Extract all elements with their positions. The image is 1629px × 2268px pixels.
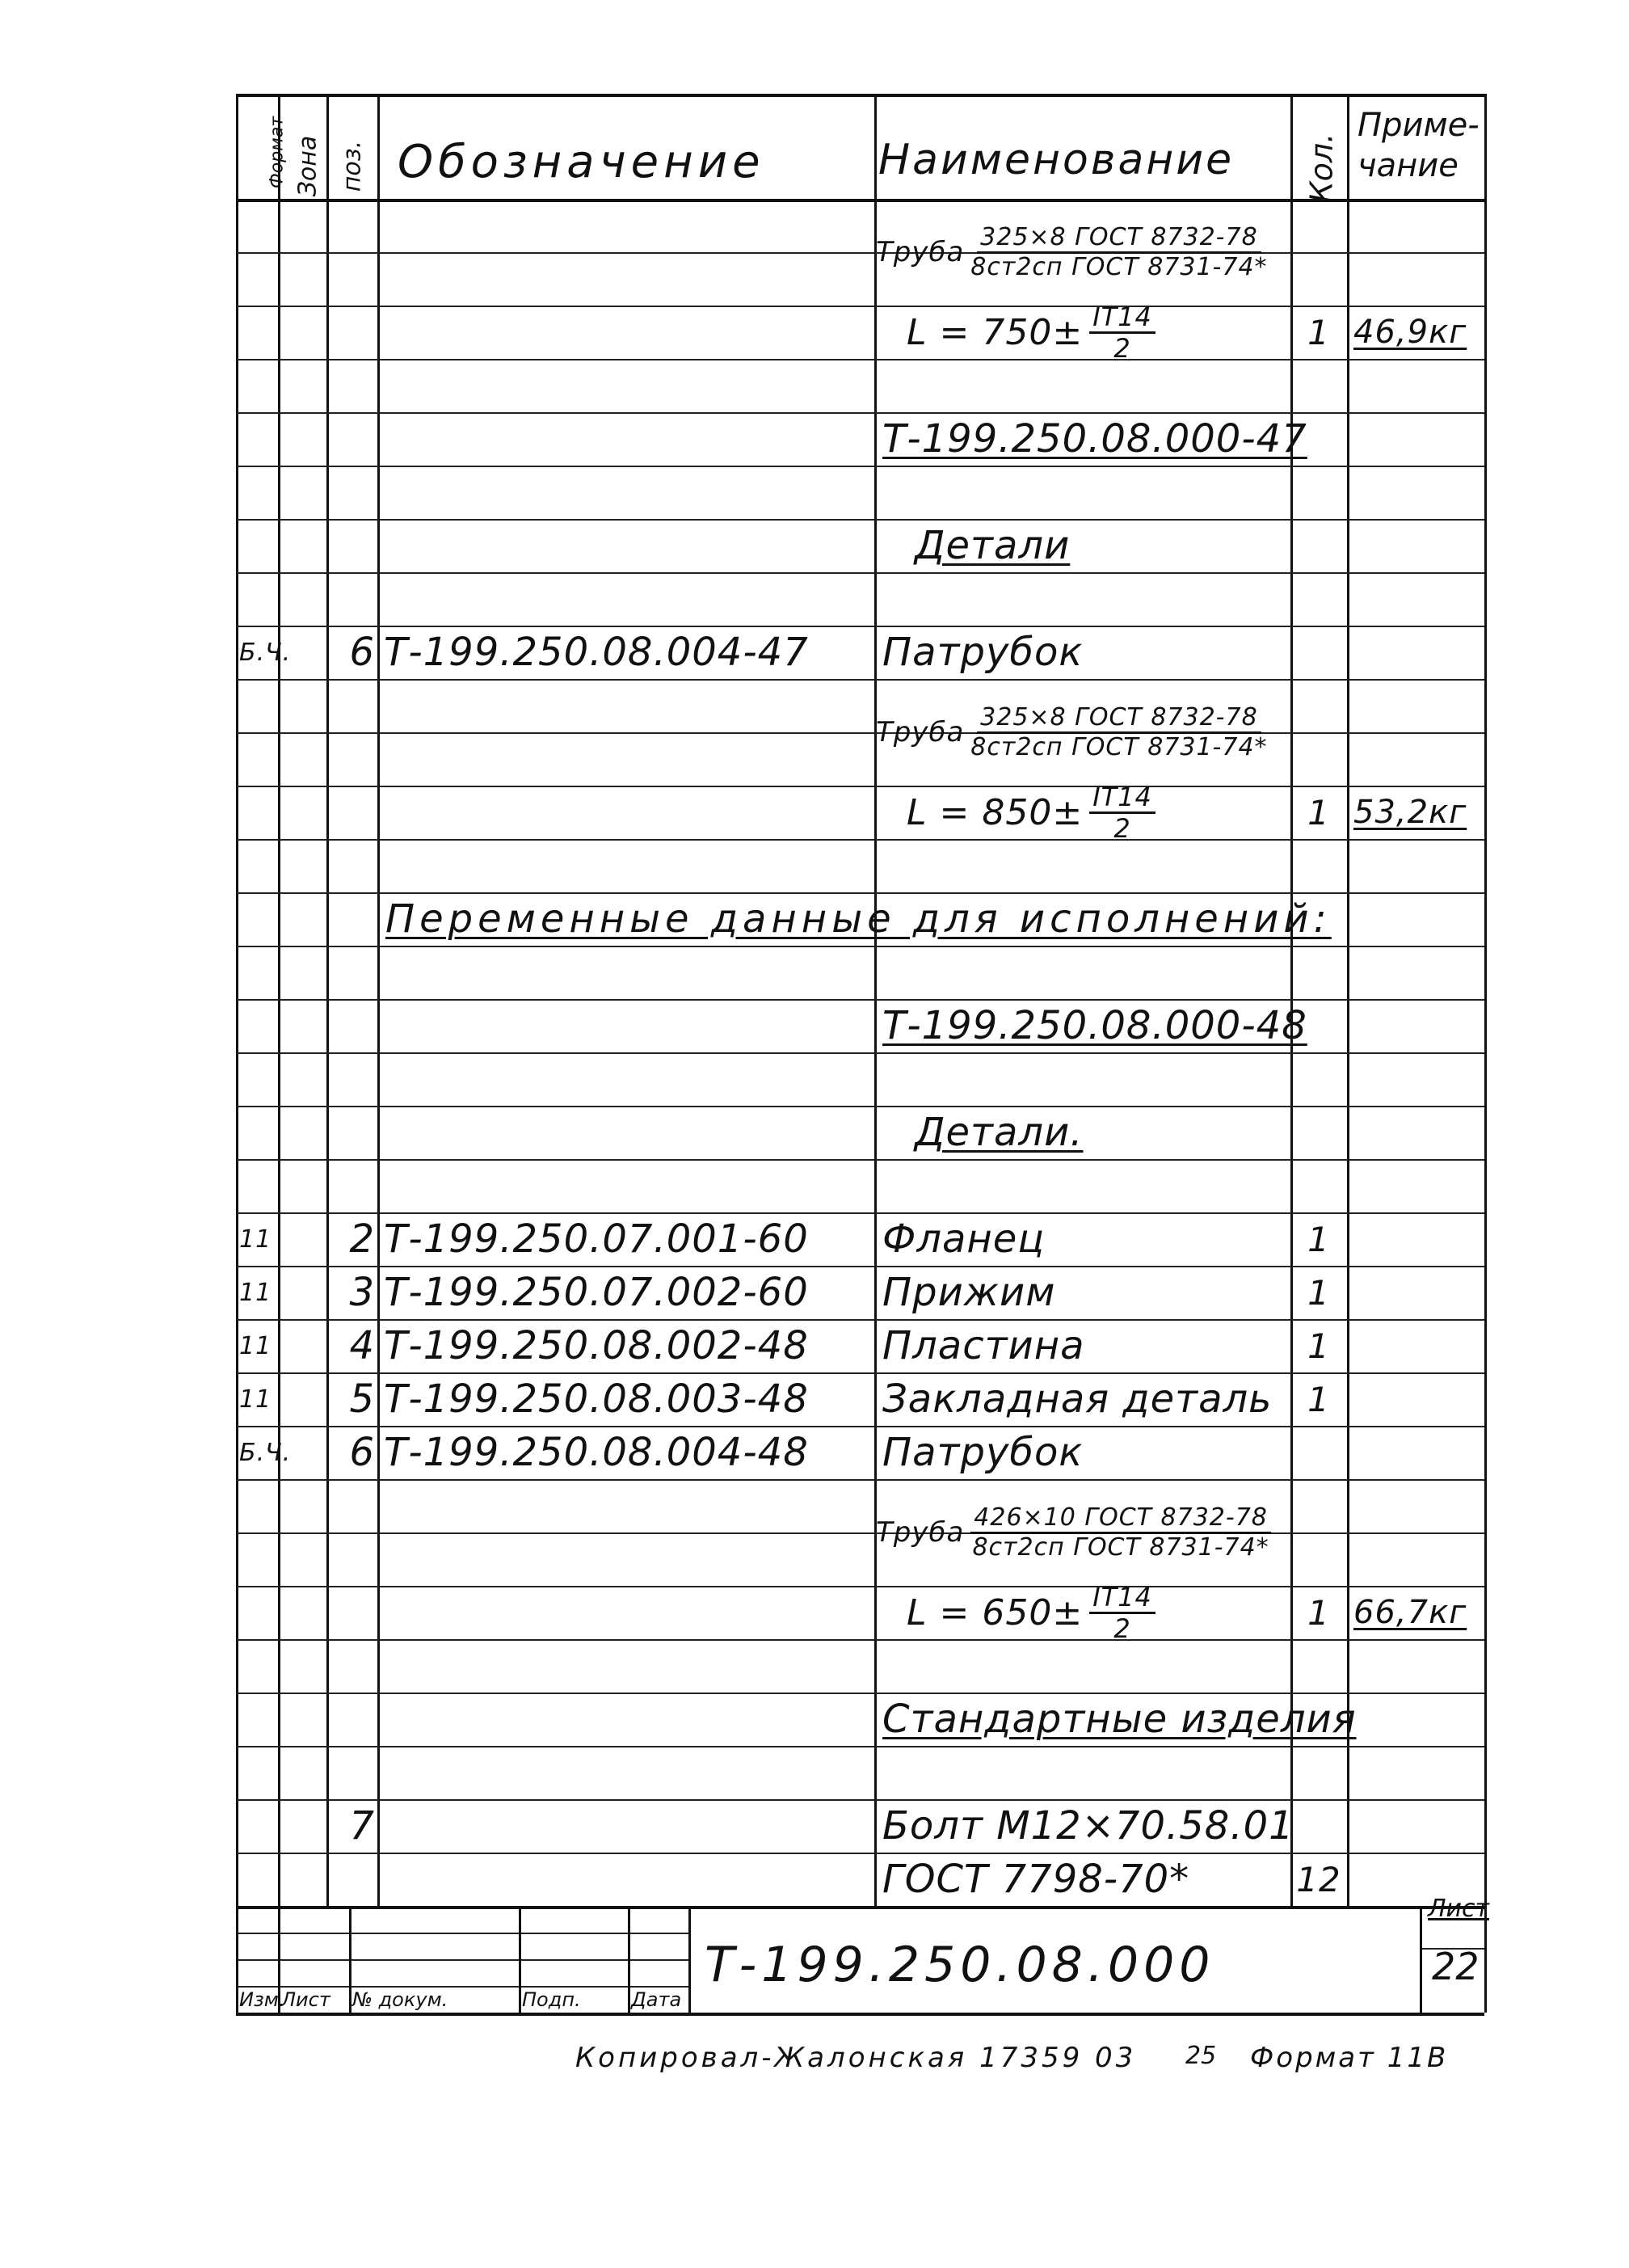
length-value: L = 650±	[907, 1591, 1084, 1634]
format-cell: Б.Ч.	[239, 1438, 292, 1467]
footer-page: 25	[1185, 2042, 1217, 2070]
note-cell: 53,2кг	[1353, 794, 1467, 831]
pos-cell: 6	[349, 630, 375, 675]
name-cell: Закладная деталь	[882, 1376, 1273, 1422]
row-line	[236, 359, 1484, 360]
header-zone: Зона	[293, 135, 322, 197]
sheet-number: 22	[1432, 1945, 1480, 1988]
title-block-label: № докум.	[352, 1988, 448, 2011]
pipe-material: 8ст2сп ГОСТ 8731-74*	[970, 732, 1268, 761]
tb-column-line	[519, 1906, 521, 2013]
row-line	[236, 1052, 1484, 1054]
pos-cell: 5	[349, 1376, 375, 1422]
header-bottom-line	[236, 199, 1484, 202]
doc-number: Т-199.250.08.000	[705, 1937, 1215, 1993]
tb-line	[236, 1986, 688, 1988]
name-cell: Пластина	[882, 1323, 1085, 1368]
designation-cell: Т-199.250.08.002-48	[384, 1323, 809, 1368]
name-cell: Патрубок	[882, 1430, 1084, 1475]
row-line	[236, 1746, 1484, 1747]
header-note: Приме- чание	[1358, 107, 1480, 184]
row-line	[236, 572, 1484, 574]
title-block-label: Дата	[631, 1988, 682, 2011]
specification-sheet	[236, 94, 1490, 2074]
row-line	[236, 1693, 1484, 1694]
pipe-material: 8ст2сп ГОСТ 8731-74*	[970, 252, 1268, 281]
pipe-spec	[876, 199, 1288, 306]
header-designation: Обозначение	[398, 136, 765, 188]
row-line	[236, 1532, 1484, 1534]
pipe-fraction	[970, 1503, 1271, 1562]
tolerance-divisor: 2	[1113, 1612, 1131, 1644]
row-line	[236, 679, 1484, 681]
length-spec	[907, 301, 1286, 364]
row-line	[236, 1479, 1484, 1481]
qty-cell: 1	[1307, 1272, 1330, 1313]
name-cell: ГОСТ 7798-70*	[882, 1857, 1190, 1902]
pipe-material: 8ст2сп ГОСТ 8731-74*	[972, 1532, 1269, 1562]
tb-column-line	[628, 1906, 630, 2013]
name-cell: Прижим	[882, 1270, 1056, 1315]
name-cell: Детали.	[915, 1110, 1084, 1155]
pipe-spec	[876, 1479, 1288, 1586]
pos-cell: 3	[349, 1270, 375, 1315]
pos-cell: 2	[349, 1216, 375, 1262]
pipe-size: 325×8 ГОСТ 8732-78	[977, 706, 1261, 734]
pipe-label: Труба	[876, 716, 965, 748]
row-line	[236, 1639, 1484, 1641]
note-cell: 46,9кг	[1353, 314, 1467, 351]
qty-cell: 1	[1307, 1326, 1330, 1366]
row-line	[236, 839, 1484, 841]
pipe-label: Труба	[876, 1516, 965, 1549]
length-spec	[907, 1581, 1286, 1644]
pipe-size: 426×10 ГОСТ 8732-78	[970, 1506, 1271, 1534]
row-line	[236, 1799, 1484, 1801]
pipe-fraction	[970, 222, 1268, 281]
tb-column-line	[236, 1906, 238, 2013]
qty-cell: 1	[1307, 1592, 1330, 1633]
tb-column-line	[1420, 1906, 1422, 2013]
pipe-fraction	[970, 702, 1268, 761]
tolerance-divisor: 2	[1113, 812, 1131, 844]
variant-heading: Переменные данные для исполнений:	[385, 896, 1332, 942]
format-cell: 11	[239, 1278, 272, 1307]
format-cell: 11	[239, 1331, 272, 1360]
tb-line	[236, 1959, 688, 1961]
note-cell: 66,7кг	[1353, 1594, 1467, 1631]
tb-column-line	[688, 1906, 691, 2013]
designation-cell: Т-199.250.07.002-60	[384, 1270, 809, 1315]
pos-cell: 6	[349, 1430, 375, 1475]
header-format: Формат	[267, 116, 288, 189]
qty-cell: 12	[1296, 1859, 1341, 1899]
header-name: Наименование	[878, 136, 1235, 184]
length-value: L = 850±	[907, 791, 1084, 833]
tolerance-fraction	[1089, 781, 1155, 844]
designation-cell: Т-199.250.07.001-60	[384, 1216, 809, 1262]
qty-cell: 1	[1307, 1379, 1330, 1419]
designation-cell: Т-199.250.08.004-47	[384, 630, 809, 675]
format-cell: Б.Ч.	[239, 638, 292, 667]
name-cell: Детали	[915, 523, 1071, 568]
qty-cell: 1	[1307, 1219, 1330, 1259]
tb-line	[236, 1933, 688, 1934]
row-line	[236, 412, 1484, 414]
row-line	[236, 946, 1484, 947]
name-cell: Стандартные изделия	[882, 1697, 1357, 1742]
length-spec	[907, 781, 1286, 844]
table-bottom-line	[236, 1906, 1484, 1909]
tb-column-line	[349, 1906, 351, 2013]
tolerance-divisor: 2	[1113, 332, 1131, 364]
row-line	[236, 999, 1484, 1001]
row-line	[236, 466, 1484, 467]
pipe-size: 325×8 ГОСТ 8732-78	[977, 226, 1261, 254]
name-cell: Фланец	[882, 1216, 1045, 1262]
qty-cell: 1	[1307, 792, 1330, 833]
tolerance-grade: IT14	[1089, 784, 1155, 814]
header-qty: Кол.	[1303, 133, 1340, 204]
length-value: L = 750±	[907, 311, 1084, 353]
name-cell: Болт М12×70.58.01	[882, 1803, 1294, 1849]
row-line	[236, 252, 1484, 254]
tolerance-fraction	[1089, 301, 1155, 364]
format-cell: 11	[239, 1225, 272, 1254]
tb-bottom-line	[236, 2013, 1484, 2016]
title-block-label: Подп.	[522, 1988, 581, 2011]
designation-cell: Т-199.250.08.004-48	[384, 1430, 809, 1475]
row-line	[236, 732, 1484, 734]
title-block-label: Изм.	[239, 1988, 285, 2011]
format-cell: 11	[239, 1385, 272, 1414]
pos-cell: 7	[349, 1803, 375, 1849]
name-cell: Т-199.250.08.000-47	[882, 416, 1307, 462]
tolerance-grade: IT14	[1089, 304, 1155, 334]
footer-copied: Копировал-Жалонская 17359 03	[575, 2042, 1137, 2074]
designation-cell: Т-199.250.08.003-48	[384, 1376, 809, 1422]
footer-format: Формат 11В	[1250, 2042, 1449, 2074]
pipe-spec	[876, 679, 1288, 786]
name-cell: Т-199.250.08.000-48	[882, 1003, 1307, 1048]
sheet-label: Лист	[1428, 1895, 1490, 1923]
pipe-label: Труба	[876, 236, 965, 268]
pos-cell: 4	[349, 1323, 375, 1368]
tolerance-grade: IT14	[1089, 1584, 1155, 1614]
title-block-label: Лист	[281, 1988, 330, 2011]
table-top-line	[236, 94, 1484, 97]
tolerance-fraction	[1089, 1581, 1155, 1644]
name-cell: Патрубок	[882, 630, 1084, 675]
header-pos: поз.	[338, 140, 367, 192]
qty-cell: 1	[1307, 312, 1330, 352]
row-line	[236, 1159, 1484, 1161]
